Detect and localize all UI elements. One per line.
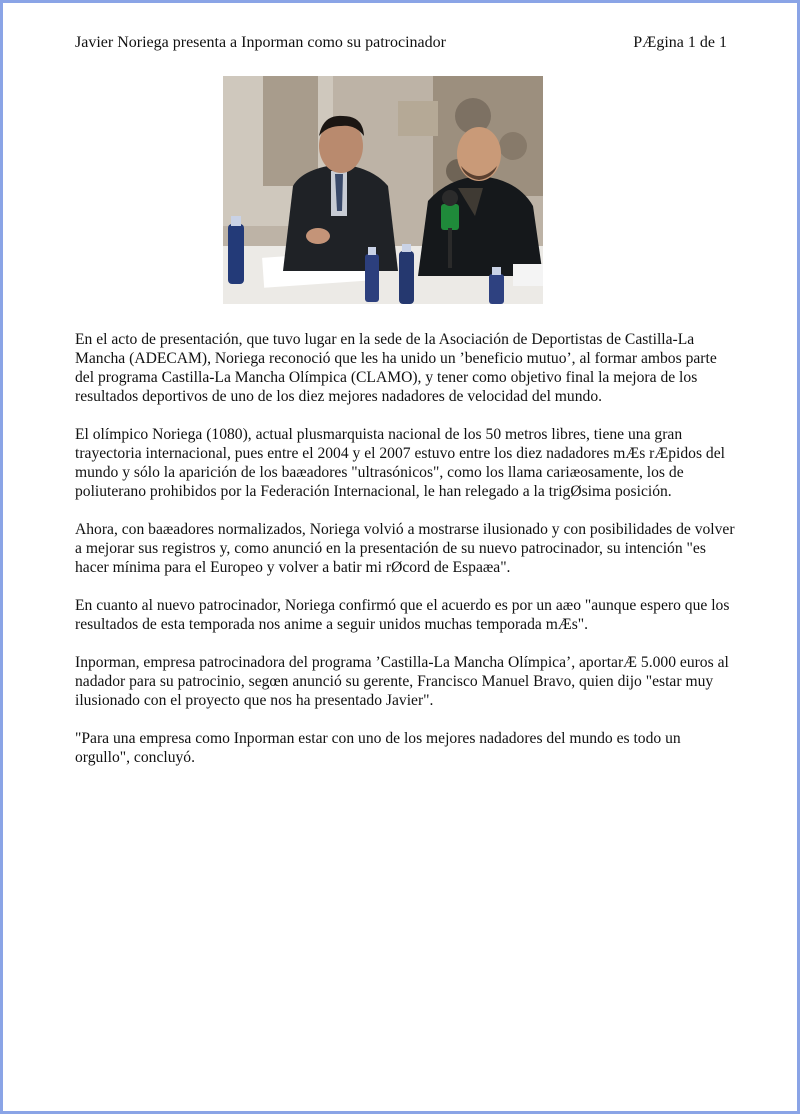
page-header-title: Javier Noriega presenta a Inporman como su patrocinador (75, 34, 446, 51)
page-number: PÆgina 1 de 1 (633, 34, 727, 51)
paragraph: Ahora, con baæadores normalizados, Noriega volvió a mostrarse ilusionado y con posibilidades de volver a mejorar sus registros y, como anunció en la presentación de su nuevo patrocinador, su intención "es hacer mínima para el Europeo y volver a batir mi rØcord de Espaæa". (75, 521, 735, 576)
paragraph: El olímpico Noriega (1080), actual plusmarquista nacional de los 50 metros libres, tiene una gran trayectoria internacional, pues entre el 2004 y el 2007 estuvo entre los diez nadadores mÆs rÆpidos del mundo y sólo la aparición de los baæadores "ultrasónicos", como los llama cariæosamente, los de poliuterano prohibidos por la Federación Internacional, le han relegado a la trigØsima posición. (75, 426, 725, 500)
paragraph: "Para una empresa como Inporman estar con uno de los mejores nadadores del mundo es todo un orgullo", concluyó. (75, 730, 681, 766)
paragraph: En cuanto al nuevo patrocinador, Noriega confirmó que el acuerdo es por un aæo "aunque espero que los resultados de esta temporada nos anime a seguir unidos muchas temporada mÆs". (75, 597, 730, 633)
article-photo (223, 76, 543, 304)
paragraph: Inporman, empresa patrocinadora del programa ’Castilla-La Mancha Olímpica’, aportarÆ 5.000 euros al nadador para su patrocinio, segœn anunció su gerente, Francisco Manuel Bravo, quien dijo "estar muy ilusionado con el proyecto que nos ha presentado Javier". (75, 654, 729, 709)
press-conference-photo-icon (223, 76, 543, 304)
paragraph: En el acto de presentación, que tuvo lugar en la sede de la Asociación de Deportistas de Castilla-La Mancha (ADECAM), Noriega reconoció que les ha unido un ’beneficio mutuo’, al formar ambos parte del programa Castilla-La Mancha Olímpica (CLAMO), y tener como objetivo final la mejora de los resultados deportivos de uno de los diez mejores nadadores de velocidad del mundo. (75, 331, 717, 405)
article-body (75, 330, 737, 786)
